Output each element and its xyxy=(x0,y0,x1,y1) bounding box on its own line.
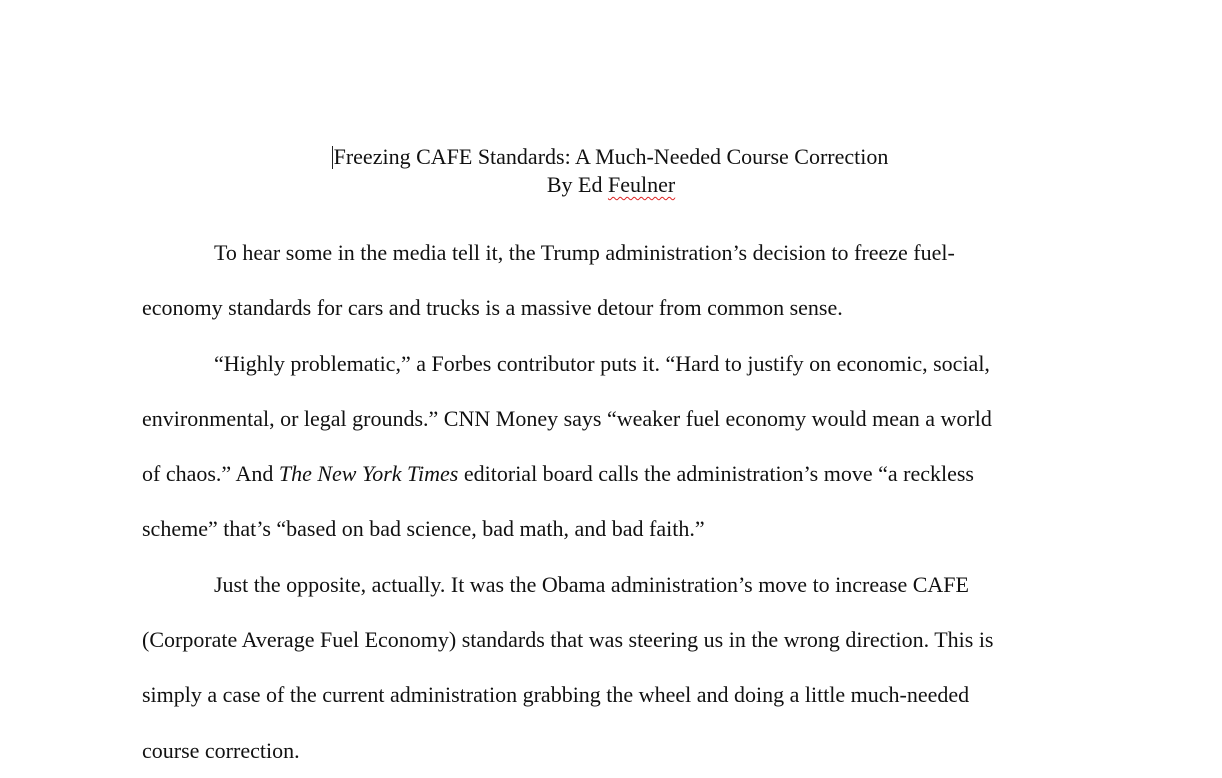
paragraph-text: editorial board calls the administration’s move “a reckless xyxy=(458,461,974,487)
text-cursor xyxy=(332,146,333,169)
paragraph-line: scheme” that’s “based on bad science, bad math, and bad faith.” xyxy=(142,516,705,542)
body-text[interactable] xyxy=(142,225,1102,778)
document-title: Freezing CAFE Standards: A Much-Needed Course Correction xyxy=(333,144,889,169)
spellcheck-flagged-word[interactable]: Feulner xyxy=(607,172,676,197)
paragraph-line: simply a case of the current administration grabbing the wheel and doing a little much-needed xyxy=(142,682,970,708)
paragraph-2 xyxy=(142,336,1102,557)
paragraph-line: “Highly problematic,” a Forbes contributor puts it. “Hard to justify on economic, social, xyxy=(214,350,990,376)
paragraph-line xyxy=(142,446,1102,501)
title-line[interactable] xyxy=(334,143,889,171)
publication-name: The New York Times xyxy=(278,461,459,487)
paragraph-line: economy standards for cars and trucks is a massive detour from common sense. xyxy=(142,295,843,321)
title-block xyxy=(142,143,1080,199)
byline xyxy=(142,171,1080,199)
paragraph-3 xyxy=(142,557,1102,778)
paragraph-line: To hear some in the media tell it, the Trump administration’s decision to freeze fuel- xyxy=(214,240,955,265)
paragraph-line: Just the opposite, actually. It was the Obama administration’s move to increase CAFE xyxy=(214,571,969,597)
byline-prefix: By Ed xyxy=(546,172,608,197)
paragraph-text: of chaos.” And xyxy=(142,461,279,487)
paragraph-line: course correction. xyxy=(142,737,300,763)
paragraph-1 xyxy=(142,225,1102,336)
paragraph-line: (Corporate Average Fuel Economy) standards that was steering us in the wrong direction. This is xyxy=(142,627,994,653)
paragraph-line: environmental, or legal grounds.” CNN Money says “weaker fuel economy would mean a world xyxy=(142,405,992,431)
